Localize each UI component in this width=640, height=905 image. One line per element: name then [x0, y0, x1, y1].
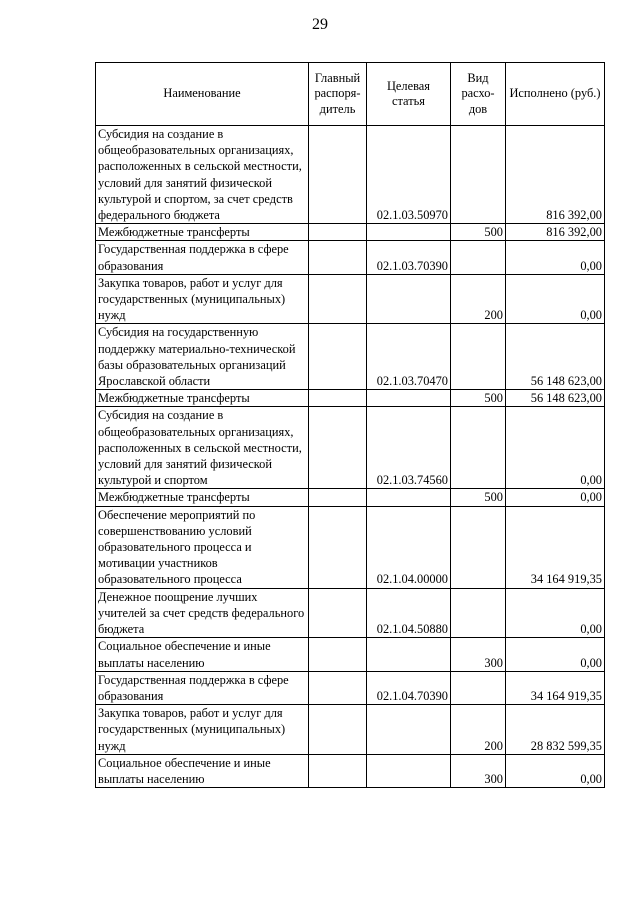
- row-expense-type: [451, 407, 506, 489]
- row-amount: 28 832 599,35: [506, 705, 605, 755]
- row-chief-administrator: [309, 754, 367, 787]
- table-body: [96, 126, 605, 788]
- row-amount: 56 148 623,00: [506, 324, 605, 390]
- row-amount: 34 164 919,35: [506, 506, 605, 588]
- row-target-item: 02.1.03.50970: [367, 126, 451, 224]
- table-row: [96, 588, 605, 638]
- row-name: Денежное поощрение лучших учителей за счет средств федерального бюджета: [96, 588, 309, 638]
- row-chief-administrator: [309, 274, 367, 324]
- row-chief-administrator: [309, 489, 367, 506]
- row-expense-type: 500: [451, 489, 506, 506]
- row-name: Обеспечение мероприятий по совершенствованию условий образовательного процесса и мотивации участников образовательного процесса: [96, 506, 309, 588]
- column-header-executed-amount: Исполнено (руб.): [506, 63, 605, 126]
- column-header-target-item: Целевая статья: [367, 63, 451, 126]
- row-amount: 34 164 919,35: [506, 671, 605, 704]
- table-row: [96, 224, 605, 241]
- row-amount: 816 392,00: [506, 224, 605, 241]
- row-expense-type: [451, 324, 506, 390]
- row-target-item: 02.1.04.50880: [367, 588, 451, 638]
- table-row: [96, 390, 605, 407]
- row-target-item: [367, 489, 451, 506]
- row-expense-type: 500: [451, 390, 506, 407]
- row-chief-administrator: [309, 324, 367, 390]
- row-chief-administrator: [309, 407, 367, 489]
- row-target-item: 02.1.03.70390: [367, 241, 451, 274]
- column-header-name: Наименование: [96, 63, 309, 126]
- row-name: Социальное обеспечение и иные выплаты населению: [96, 754, 309, 787]
- row-amount: 0,00: [506, 407, 605, 489]
- row-expense-type: [451, 241, 506, 274]
- table-row: [96, 705, 605, 755]
- row-name: Государственная поддержка в сфере образования: [96, 241, 309, 274]
- table-row: [96, 274, 605, 324]
- row-name: Межбюджетные трансферты: [96, 224, 309, 241]
- row-amount: 0,00: [506, 588, 605, 638]
- row-expense-type: 300: [451, 638, 506, 671]
- page-number: 29: [312, 16, 328, 33]
- table-row: [96, 324, 605, 390]
- row-target-item: 02.1.03.70470: [367, 324, 451, 390]
- row-target-item: 02.1.03.74560: [367, 407, 451, 489]
- row-amount: 0,00: [506, 638, 605, 671]
- row-name: Социальное обеспечение и иные выплаты населению: [96, 638, 309, 671]
- row-expense-type: 500: [451, 224, 506, 241]
- row-chief-administrator: [309, 241, 367, 274]
- row-target-item: [367, 390, 451, 407]
- budget-execution-table: [95, 62, 605, 788]
- table-row: [96, 241, 605, 274]
- row-target-item: [367, 754, 451, 787]
- row-target-item: 02.1.04.00000: [367, 506, 451, 588]
- row-name: Субсидия на создание в общеобразовательных организациях, расположенных в сельской местности, условий для занятий физической культурой и спортом: [96, 407, 309, 489]
- table-header-row: [96, 63, 605, 126]
- row-expense-type: 200: [451, 274, 506, 324]
- row-amount: 56 148 623,00: [506, 390, 605, 407]
- row-chief-administrator: [309, 224, 367, 241]
- column-header-chief-administrator: Главный распоря-дитель: [309, 63, 367, 126]
- row-name: Субсидия на государственную поддержку материально-технической базы образовательных организаций Ярославской области: [96, 324, 309, 390]
- row-amount: 0,00: [506, 754, 605, 787]
- row-name: Закупка товаров, работ и услуг для государственных (муниципальных) нужд: [96, 705, 309, 755]
- table-row: [96, 407, 605, 489]
- row-expense-type: [451, 506, 506, 588]
- table-row: [96, 754, 605, 787]
- row-chief-administrator: [309, 638, 367, 671]
- row-name: Межбюджетные трансферты: [96, 390, 309, 407]
- row-name: Закупка товаров, работ и услуг для государственных (муниципальных) нужд: [96, 274, 309, 324]
- row-chief-administrator: [309, 126, 367, 224]
- table-row: [96, 126, 605, 224]
- row-expense-type: [451, 671, 506, 704]
- row-name: Субсидия на создание в общеобразовательных организациях, расположенных в сельской местности, условий для занятий физической культурой и спортом, за счет средств федерального бюджета: [96, 126, 309, 224]
- row-chief-administrator: [309, 671, 367, 704]
- row-name: Государственная поддержка в сфере образования: [96, 671, 309, 704]
- row-target-item: [367, 638, 451, 671]
- row-chief-administrator: [309, 506, 367, 588]
- column-header-expense-type: Вид расхо-дов: [451, 63, 506, 126]
- row-target-item: [367, 274, 451, 324]
- table-row: [96, 671, 605, 704]
- table-header: [96, 63, 605, 126]
- row-expense-type: [451, 588, 506, 638]
- row-target-item: [367, 224, 451, 241]
- row-chief-administrator: [309, 390, 367, 407]
- row-amount: 0,00: [506, 241, 605, 274]
- row-target-item: [367, 705, 451, 755]
- row-name: Межбюджетные трансферты: [96, 489, 309, 506]
- row-chief-administrator: [309, 705, 367, 755]
- row-amount: 816 392,00: [506, 126, 605, 224]
- table-row: [96, 638, 605, 671]
- row-expense-type: 300: [451, 754, 506, 787]
- row-amount: 0,00: [506, 274, 605, 324]
- row-expense-type: [451, 126, 506, 224]
- table-row: [96, 489, 605, 506]
- row-chief-administrator: [309, 588, 367, 638]
- row-expense-type: 200: [451, 705, 506, 755]
- row-target-item: 02.1.04.70390: [367, 671, 451, 704]
- row-amount: 0,00: [506, 489, 605, 506]
- table-row: [96, 506, 605, 588]
